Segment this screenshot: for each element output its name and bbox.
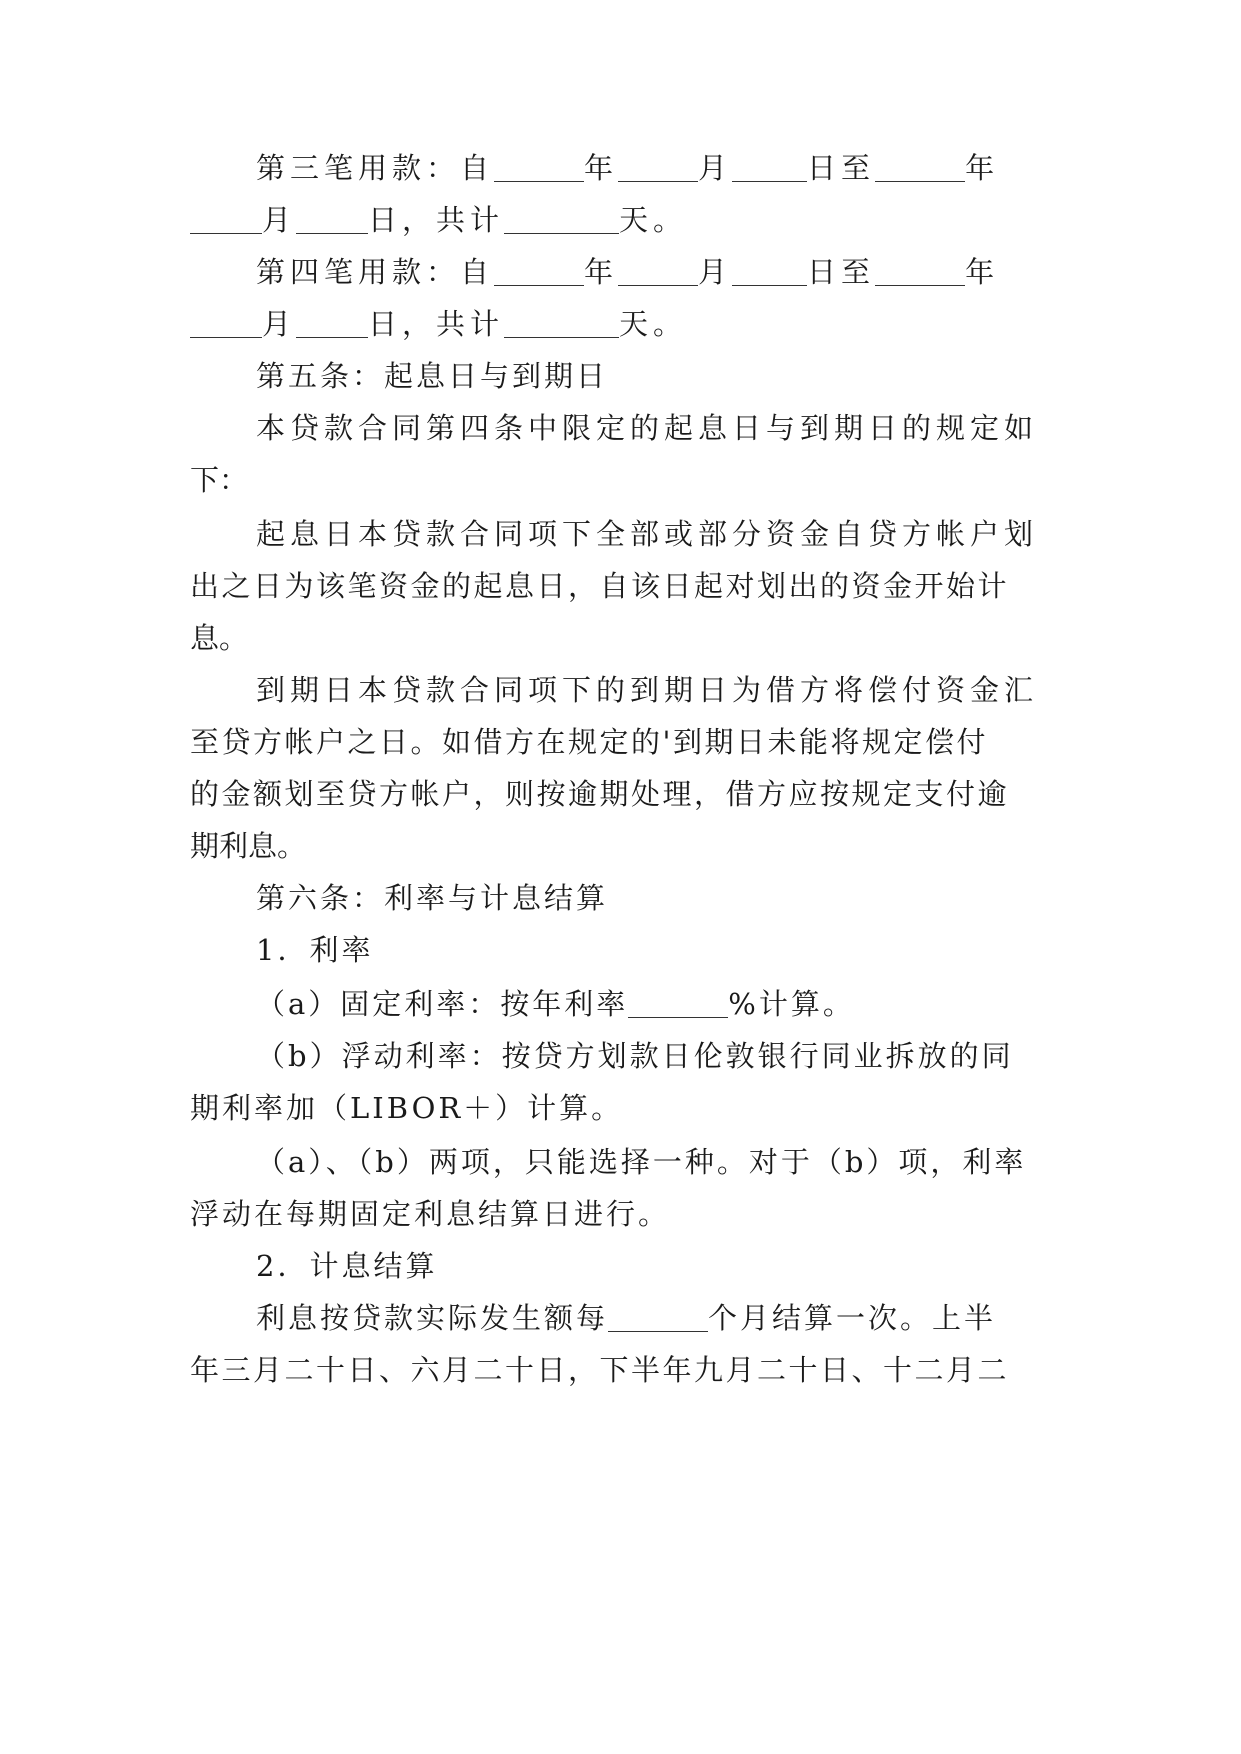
paragraph-line: （b）浮动利率：按贷方划款日伦敦银行同业拆放的同	[256, 1039, 1014, 1073]
fourth-drawdown-line	[256, 250, 1050, 294]
text: %计算。	[728, 987, 855, 1021]
text: （a）固定利率：按年利率	[256, 987, 629, 1021]
paragraph-line: 期利率加（LIBOR＋）计算。	[190, 1091, 624, 1125]
paragraph-line: 出之日为该笔资金的起息日，自该日起对划出的资金开始计	[190, 569, 1010, 603]
text: 日，共计	[368, 307, 505, 341]
text: 日，共计	[368, 203, 505, 237]
paragraph-line: 期利息。	[190, 829, 307, 863]
blank-underline	[732, 151, 807, 182]
text: 利息按贷款实际发生额每	[256, 1301, 609, 1335]
paragraph-line: 浮动在每期固定利息结算日进行。	[190, 1197, 671, 1231]
blank-underline	[618, 151, 698, 182]
text: 月	[262, 307, 297, 341]
text: 日至	[807, 151, 876, 185]
blank-underline	[875, 255, 965, 286]
article-6-heading: 第六条：利率与计息结算	[256, 881, 609, 915]
fixed-rate-line	[256, 982, 1050, 1026]
blank-underline	[504, 307, 619, 338]
paragraph-line: 至贷方帐户之日。如借方在规定的'到期日未能将规定偿付	[190, 725, 988, 759]
text: 年	[965, 255, 1000, 289]
blank-underline	[504, 203, 619, 234]
paragraph-line: 息。	[190, 621, 249, 655]
article-5-heading: 第五条：起息日与到期日	[256, 359, 609, 393]
blank-underline	[190, 203, 262, 234]
section-heading: 1．利率	[256, 933, 374, 967]
blank-underline	[628, 987, 728, 1018]
section-heading: 2．计息结算	[256, 1249, 438, 1283]
fourth-drawdown-line-cont	[190, 302, 1050, 346]
paragraph-line: 起息日本贷款合同项下全部或部分资金自贷方帐户划	[256, 517, 1039, 551]
text: 月	[262, 203, 297, 237]
third-drawdown-line	[256, 146, 1050, 190]
third-drawdown-line-cont	[190, 198, 1050, 242]
text: 年	[965, 151, 1000, 185]
text: 日至	[807, 255, 876, 289]
text: 年	[584, 151, 619, 185]
text: 天。	[619, 203, 688, 237]
blank-underline	[608, 1301, 708, 1332]
text: 月	[698, 255, 733, 289]
text: 第四笔用款：自	[256, 255, 495, 289]
text: 天。	[619, 307, 688, 341]
blank-underline	[494, 255, 584, 286]
text: 个月结算一次。上半	[708, 1301, 997, 1335]
paragraph-line: 到期日本贷款合同项下的到期日为借方将偿付资金汇	[256, 673, 1039, 707]
paragraph-line: 的金额划至贷方帐户，则按逾期处理，借方应按规定支付逾	[190, 777, 1010, 811]
text: 月	[698, 151, 733, 185]
blank-underline	[875, 151, 965, 182]
paragraph-line: 年三月二十日、六月二十日，下半年九月二十日、十二月二	[190, 1353, 1010, 1387]
blank-underline	[618, 255, 698, 286]
blank-underline	[190, 307, 262, 338]
text: 第三笔用款：自	[256, 151, 495, 185]
paragraph-line: （a）、（b）两项，只能选择一种。对于（b）项，利率	[256, 1145, 1027, 1179]
blank-underline	[494, 151, 584, 182]
blank-underline	[732, 255, 807, 286]
blank-underline	[296, 203, 368, 234]
paragraph-line: 本贷款合同第四条中限定的起息日与到期日的规定如	[256, 411, 1039, 445]
text: 年	[584, 255, 619, 289]
paragraph-line: 下：	[190, 463, 249, 497]
blank-underline	[296, 307, 368, 338]
settlement-line	[256, 1296, 1050, 1340]
